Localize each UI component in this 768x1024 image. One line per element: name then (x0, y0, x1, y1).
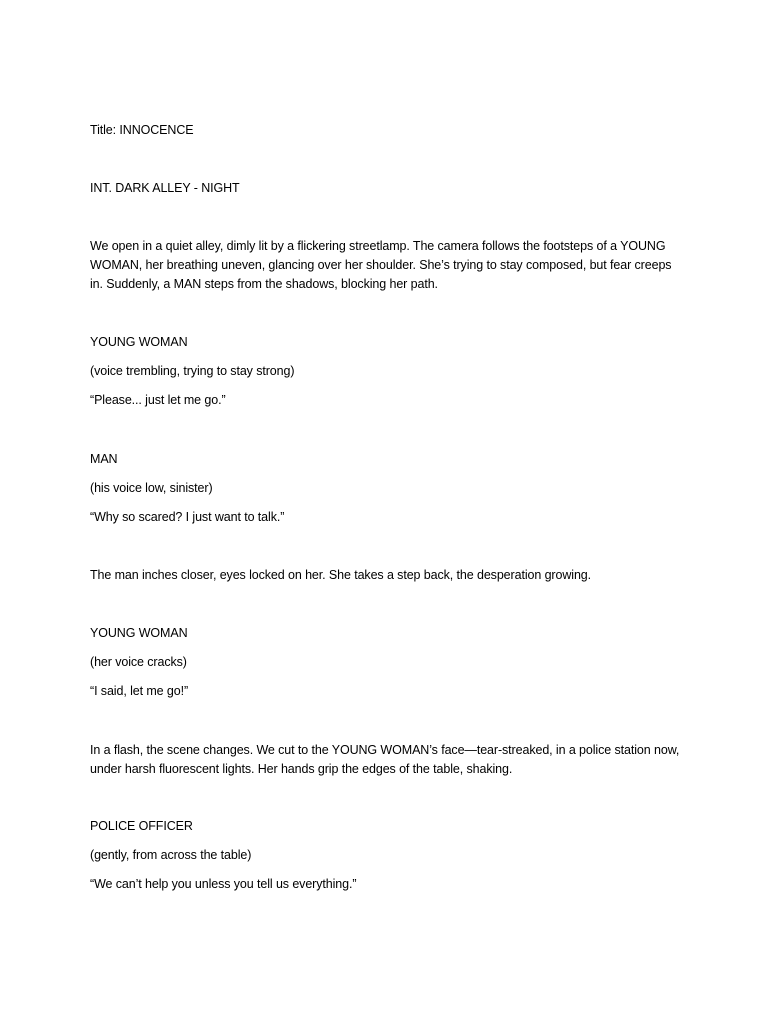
character-name: YOUNG WOMAN (90, 335, 188, 349)
character-name: POLICE OFFICER (90, 819, 193, 833)
document-title: Title: INNOCENCE (90, 123, 194, 137)
action-paragraph: We open in a quiet alley, dimly lit by a flickering streetlamp. The camera follows the footsteps of a YOUNG WOMAN, her breathing uneven, glancing over her shoulder. She’s trying to stay composed, but fear creeps in. Suddenly, a MAN steps from the shadows, blocking her path. (90, 239, 672, 291)
parenthetical: (his voice low, sinister) (90, 481, 213, 495)
action-paragraph: The man inches closer, eyes locked on her. She takes a step back, the desperation growing. (90, 568, 592, 582)
dialogue: “Why so scared? I just want to talk.” (90, 510, 285, 524)
dialogue: “I said, let me go!” (90, 684, 189, 698)
parenthetical: (her voice cracks) (90, 655, 187, 669)
parenthetical: (gently, from across the table) (90, 848, 252, 862)
dialogue: “We can’t help you unless you tell us everything.” (90, 877, 357, 891)
action-paragraph: In a flash, the scene changes. We cut to the YOUNG WOMAN’s face—tear-streaked, in a police station now, under harsh fluorescent lights. Her hands grip the edges of the table, shaking. (90, 743, 680, 776)
character-name: MAN (90, 452, 118, 466)
scene-heading: INT. DARK ALLEY - NIGHT (90, 181, 240, 195)
parenthetical: (voice trembling, trying to stay strong) (90, 364, 295, 378)
character-name: YOUNG WOMAN (90, 626, 188, 640)
dialogue: “Please... just let me go.” (90, 393, 226, 407)
